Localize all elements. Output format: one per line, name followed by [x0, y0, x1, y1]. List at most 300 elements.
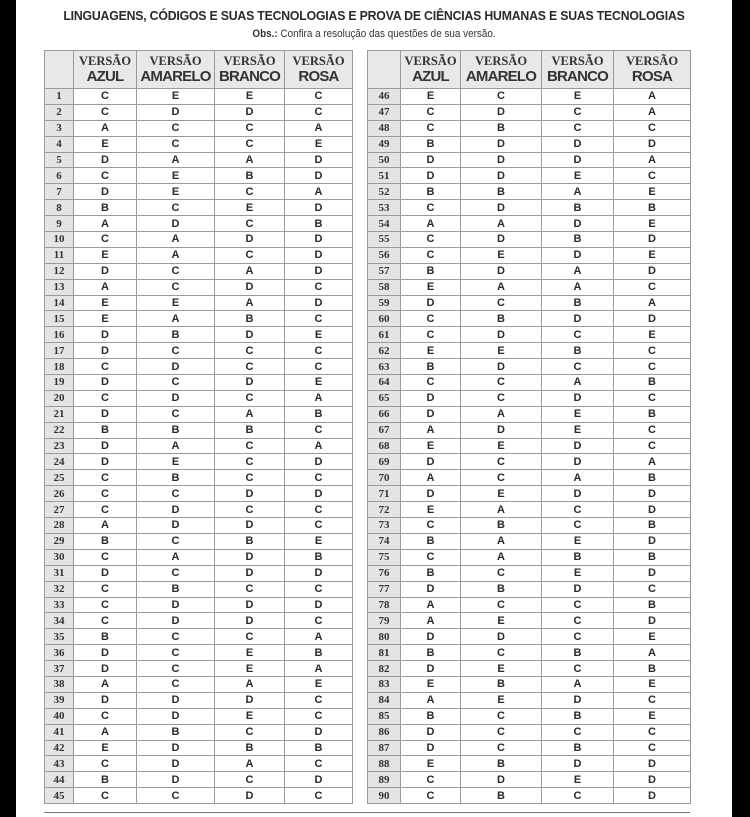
answer-azul: D	[401, 724, 461, 740]
answer-branco: B	[542, 343, 614, 359]
answer-rosa: B	[614, 597, 691, 613]
answer-azul: D	[401, 168, 461, 184]
answer-amarelo: C	[137, 629, 215, 645]
answer-rosa: D	[285, 772, 353, 788]
answer-amarelo: D	[137, 756, 215, 772]
answer-azul: E	[401, 89, 461, 105]
answer-amarelo: C	[137, 661, 215, 677]
header-version-name: AMARELO	[465, 67, 537, 85]
answer-azul: B	[401, 184, 461, 200]
answer-amarelo: C	[137, 788, 215, 804]
answer-branco: C	[215, 136, 285, 152]
answer-azul: E	[74, 311, 137, 327]
answer-rosa: A	[614, 152, 691, 168]
answer-branco: A	[215, 676, 285, 692]
answer-azul: B	[74, 772, 137, 788]
table-row	[368, 390, 691, 406]
question-number: 74	[368, 533, 401, 549]
question-number: 17	[45, 343, 74, 359]
answer-branco: E	[542, 168, 614, 184]
answer-amarelo: D	[461, 168, 542, 184]
answer-amarelo: C	[137, 120, 215, 136]
question-number: 48	[368, 120, 401, 136]
answer-rosa: E	[614, 184, 691, 200]
answer-rosa: D	[285, 486, 353, 502]
table-row	[368, 629, 691, 645]
answer-amarelo: A	[137, 152, 215, 168]
answer-amarelo: D	[461, 104, 542, 120]
table-row	[368, 263, 691, 279]
header-version-name: AMARELO	[140, 67, 211, 85]
answer-branco: E	[542, 406, 614, 422]
header-version-name: AZUL	[412, 67, 449, 85]
answer-branco: E	[215, 645, 285, 661]
answer-rosa: B	[614, 375, 691, 391]
answer-azul: D	[401, 581, 461, 597]
answer-rosa: D	[614, 565, 691, 581]
question-number: 77	[368, 581, 401, 597]
answer-azul: E	[74, 136, 137, 152]
answer-rosa: E	[614, 247, 691, 263]
question-number: 61	[368, 327, 401, 343]
table-row	[45, 406, 353, 422]
answer-rosa: A	[285, 390, 353, 406]
question-number: 25	[45, 470, 74, 486]
answer-azul: E	[401, 756, 461, 772]
answer-branco: C	[542, 629, 614, 645]
answer-rosa: C	[285, 692, 353, 708]
answer-branco: A	[542, 263, 614, 279]
black-border-right	[732, 0, 750, 817]
answer-branco: B	[542, 295, 614, 311]
answer-azul: C	[401, 788, 461, 804]
question-number: 49	[368, 136, 401, 152]
question-number: 57	[368, 263, 401, 279]
question-number: 89	[368, 772, 401, 788]
question-number: 60	[368, 311, 401, 327]
answer-branco: A	[542, 676, 614, 692]
bottom-divider	[44, 812, 690, 813]
answer-branco: B	[215, 311, 285, 327]
question-number: 63	[368, 359, 401, 375]
answer-amarelo: B	[461, 756, 542, 772]
table-row	[368, 247, 691, 263]
question-number: 8	[45, 200, 74, 216]
question-number: 81	[368, 645, 401, 661]
answer-azul: E	[74, 295, 137, 311]
answer-rosa: E	[285, 533, 353, 549]
header-azul	[74, 51, 137, 89]
header-corner	[368, 51, 401, 89]
answer-azul: D	[74, 454, 137, 470]
table-row	[45, 438, 353, 454]
answer-rosa: C	[285, 518, 353, 534]
answer-azul: A	[74, 518, 137, 534]
table-row	[45, 200, 353, 216]
answer-rosa: C	[614, 343, 691, 359]
question-number: 59	[368, 295, 401, 311]
answer-branco: A	[542, 375, 614, 391]
header-row	[368, 51, 691, 89]
answer-rosa: E	[614, 676, 691, 692]
answer-branco: C	[542, 788, 614, 804]
answer-amarelo: A	[461, 549, 542, 565]
question-number: 13	[45, 279, 74, 295]
table-row	[368, 470, 691, 486]
answer-azul: A	[401, 613, 461, 629]
answer-branco: C	[215, 216, 285, 232]
question-number: 62	[368, 343, 401, 359]
answer-rosa: D	[285, 565, 353, 581]
answer-amarelo: E	[461, 247, 542, 263]
answer-rosa: D	[614, 533, 691, 549]
table-row	[368, 613, 691, 629]
answer-branco: D	[215, 518, 285, 534]
answer-rosa: E	[285, 676, 353, 692]
answer-rosa: C	[614, 740, 691, 756]
answer-branco: D	[542, 247, 614, 263]
answer-rosa: C	[285, 104, 353, 120]
question-number: 88	[368, 756, 401, 772]
table-row	[45, 692, 353, 708]
answer-rosa: E	[285, 375, 353, 391]
table-row	[368, 645, 691, 661]
answer-azul: D	[74, 565, 137, 581]
table-row	[45, 184, 353, 200]
table-row	[368, 533, 691, 549]
answer-rosa: E	[614, 708, 691, 724]
table-row	[368, 597, 691, 613]
answer-rosa: D	[614, 772, 691, 788]
obs-label: Obs.:	[252, 28, 278, 40]
answer-azul: C	[74, 788, 137, 804]
table-row	[368, 438, 691, 454]
question-number: 56	[368, 247, 401, 263]
answer-rosa: C	[285, 343, 353, 359]
answer-branco: C	[542, 502, 614, 518]
question-number: 33	[45, 597, 74, 613]
answer-rosa: D	[614, 486, 691, 502]
answer-amarelo: D	[137, 518, 215, 534]
answer-rosa: C	[614, 359, 691, 375]
table-row	[45, 359, 353, 375]
answer-amarelo: D	[461, 629, 542, 645]
answer-branco: C	[542, 724, 614, 740]
answer-rosa: A	[285, 629, 353, 645]
answer-branco: E	[542, 533, 614, 549]
table-row	[368, 311, 691, 327]
answer-amarelo: B	[461, 184, 542, 200]
table-row	[368, 422, 691, 438]
table-row	[368, 692, 691, 708]
answer-rosa: C	[285, 756, 353, 772]
answer-branco: A	[215, 152, 285, 168]
question-number: 43	[45, 756, 74, 772]
answer-azul: C	[74, 502, 137, 518]
answer-rosa: C	[285, 708, 353, 724]
table-row	[368, 295, 691, 311]
question-number: 27	[45, 502, 74, 518]
answer-azul: D	[401, 740, 461, 756]
question-number: 87	[368, 740, 401, 756]
answer-amarelo: A	[461, 279, 542, 295]
answer-amarelo: A	[461, 216, 542, 232]
answer-branco: C	[215, 343, 285, 359]
answer-azul: D	[401, 295, 461, 311]
answer-amarelo: C	[461, 708, 542, 724]
question-number: 40	[45, 708, 74, 724]
question-number: 16	[45, 327, 74, 343]
table-row	[368, 168, 691, 184]
answer-rosa: B	[285, 549, 353, 565]
question-number: 4	[45, 136, 74, 152]
table-row	[45, 168, 353, 184]
answer-amarelo: C	[137, 565, 215, 581]
answer-branco: C	[215, 247, 285, 263]
table-row	[45, 136, 353, 152]
answer-rosa: A	[614, 89, 691, 105]
answer-branco: C	[215, 629, 285, 645]
answer-rosa: D	[614, 756, 691, 772]
answer-rosa: D	[285, 200, 353, 216]
answer-amarelo: C	[461, 470, 542, 486]
answer-azul: D	[401, 661, 461, 677]
answer-branco: D	[542, 438, 614, 454]
question-number: 39	[45, 692, 74, 708]
answer-amarelo: B	[461, 788, 542, 804]
table-row	[368, 518, 691, 534]
table-row	[45, 581, 353, 597]
header-amarelo	[137, 51, 215, 89]
answer-rosa: C	[614, 438, 691, 454]
header-row	[45, 51, 353, 89]
answer-azul: A	[74, 120, 137, 136]
question-number: 53	[368, 200, 401, 216]
table-row	[368, 152, 691, 168]
answer-azul: E	[74, 740, 137, 756]
answer-azul: C	[74, 597, 137, 613]
answer-azul: C	[401, 375, 461, 391]
answer-rosa: A	[614, 104, 691, 120]
answer-branco: D	[542, 216, 614, 232]
question-number: 75	[368, 549, 401, 565]
question-number: 83	[368, 676, 401, 692]
answer-rosa: A	[285, 438, 353, 454]
answer-azul: C	[74, 89, 137, 105]
answer-azul: D	[74, 406, 137, 422]
question-number: 3	[45, 120, 74, 136]
answer-azul: B	[74, 629, 137, 645]
answer-amarelo: C	[461, 565, 542, 581]
answer-amarelo: C	[137, 533, 215, 549]
answer-azul: C	[401, 311, 461, 327]
answer-azul: D	[74, 438, 137, 454]
question-number: 70	[368, 470, 401, 486]
answer-azul: C	[401, 104, 461, 120]
header-top-label: VERSÃO	[625, 54, 679, 69]
answer-branco: D	[215, 486, 285, 502]
answer-amarelo: E	[137, 295, 215, 311]
answer-branco: A	[215, 756, 285, 772]
table-row	[45, 152, 353, 168]
question-number: 86	[368, 724, 401, 740]
question-number: 54	[368, 216, 401, 232]
answer-branco: C	[215, 454, 285, 470]
answer-branco: A	[215, 295, 285, 311]
answer-azul: C	[74, 104, 137, 120]
question-number: 65	[368, 390, 401, 406]
table-row	[368, 343, 691, 359]
question-number: 14	[45, 295, 74, 311]
answer-azul: D	[401, 629, 461, 645]
table-row	[368, 549, 691, 565]
answer-amarelo: D	[137, 502, 215, 518]
answer-amarelo: E	[137, 454, 215, 470]
table-row	[368, 89, 691, 105]
answer-rosa: A	[285, 661, 353, 677]
answer-azul: C	[401, 247, 461, 263]
table-row	[45, 89, 353, 105]
answer-rosa: B	[614, 549, 691, 565]
question-number: 6	[45, 168, 74, 184]
question-number: 35	[45, 629, 74, 645]
question-number: 50	[368, 152, 401, 168]
answer-amarelo: E	[137, 89, 215, 105]
question-number: 38	[45, 676, 74, 692]
answer-branco: C	[215, 502, 285, 518]
table-row	[45, 216, 353, 232]
answer-amarelo: B	[461, 581, 542, 597]
table-row	[45, 518, 353, 534]
table-row	[45, 533, 353, 549]
question-number: 24	[45, 454, 74, 470]
answer-azul: D	[74, 327, 137, 343]
answer-azul: B	[74, 422, 137, 438]
table-row	[368, 772, 691, 788]
answer-azul: C	[74, 359, 137, 375]
answer-branco: B	[542, 232, 614, 248]
answer-amarelo: B	[137, 724, 215, 740]
question-number: 42	[45, 740, 74, 756]
answer-branco: D	[542, 311, 614, 327]
question-number: 22	[45, 422, 74, 438]
answer-azul: A	[401, 470, 461, 486]
table-row	[45, 708, 353, 724]
header-rosa	[285, 51, 353, 89]
answer-branco: D	[542, 581, 614, 597]
answer-branco: C	[215, 120, 285, 136]
answer-branco: D	[215, 104, 285, 120]
answer-branco: B	[215, 168, 285, 184]
answer-rosa: C	[285, 581, 353, 597]
table-row	[45, 661, 353, 677]
table-row	[368, 486, 691, 502]
answer-amarelo: D	[461, 263, 542, 279]
answer-branco: D	[215, 327, 285, 343]
question-number: 76	[368, 565, 401, 581]
answer-rosa: E	[285, 136, 353, 152]
table-row	[368, 406, 691, 422]
answer-branco: D	[215, 613, 285, 629]
answer-branco: D	[542, 756, 614, 772]
answer-azul: D	[74, 661, 137, 677]
answer-key-table-left	[44, 50, 353, 804]
table-row	[45, 486, 353, 502]
answer-amarelo: C	[461, 724, 542, 740]
answer-amarelo: C	[137, 375, 215, 391]
answer-branco: D	[215, 692, 285, 708]
table-row	[368, 184, 691, 200]
table-row	[368, 120, 691, 136]
answer-branco: C	[215, 581, 285, 597]
table-row	[45, 232, 353, 248]
answer-branco: C	[215, 470, 285, 486]
question-number: 18	[45, 359, 74, 375]
table-row	[45, 311, 353, 327]
answer-rosa: B	[614, 470, 691, 486]
question-number: 46	[368, 89, 401, 105]
answer-amarelo: D	[137, 359, 215, 375]
table-row	[45, 263, 353, 279]
question-number: 21	[45, 406, 74, 422]
question-number: 79	[368, 613, 401, 629]
question-number: 19	[45, 375, 74, 391]
answer-branco: C	[542, 613, 614, 629]
answer-rosa: D	[285, 597, 353, 613]
answer-azul: B	[401, 359, 461, 375]
answer-rosa: D	[285, 263, 353, 279]
answer-branco: A	[215, 406, 285, 422]
answer-amarelo: E	[461, 692, 542, 708]
answer-key-table-right	[367, 50, 691, 804]
answer-branco: D	[542, 390, 614, 406]
question-number: 30	[45, 549, 74, 565]
answer-azul: D	[401, 486, 461, 502]
page-title: LINGUAGENS, CÓDIGOS E SUAS TECNOLOGIAS E PROVA DE CIÊNCIAS HUMANAS E SUAS TECNOLOGIAS	[63, 8, 685, 23]
answer-rosa: C	[285, 89, 353, 105]
answer-azul: B	[401, 708, 461, 724]
question-number: 28	[45, 518, 74, 534]
table-row	[45, 327, 353, 343]
answer-branco: E	[215, 89, 285, 105]
question-number: 58	[368, 279, 401, 295]
header-top-label: VERSÃO	[404, 54, 457, 69]
question-number: 90	[368, 788, 401, 804]
answer-azul: C	[74, 756, 137, 772]
answer-amarelo: D	[461, 359, 542, 375]
answer-amarelo: E	[461, 486, 542, 502]
question-number: 47	[368, 104, 401, 120]
answer-amarelo: D	[461, 136, 542, 152]
answer-branco: B	[215, 422, 285, 438]
answer-rosa: C	[614, 724, 691, 740]
table-row	[368, 104, 691, 120]
table-row	[45, 247, 353, 263]
answer-rosa: E	[614, 327, 691, 343]
answer-amarelo: D	[461, 152, 542, 168]
answer-amarelo: D	[461, 200, 542, 216]
answer-branco: C	[542, 661, 614, 677]
table-row	[45, 295, 353, 311]
answer-rosa: D	[614, 136, 691, 152]
answer-rosa: D	[285, 724, 353, 740]
header-top-label: VERSÃO	[149, 54, 202, 69]
answer-rosa: C	[285, 613, 353, 629]
answer-branco: D	[542, 692, 614, 708]
answer-azul: E	[401, 279, 461, 295]
answer-rosa: C	[285, 422, 353, 438]
answer-azul: C	[401, 549, 461, 565]
